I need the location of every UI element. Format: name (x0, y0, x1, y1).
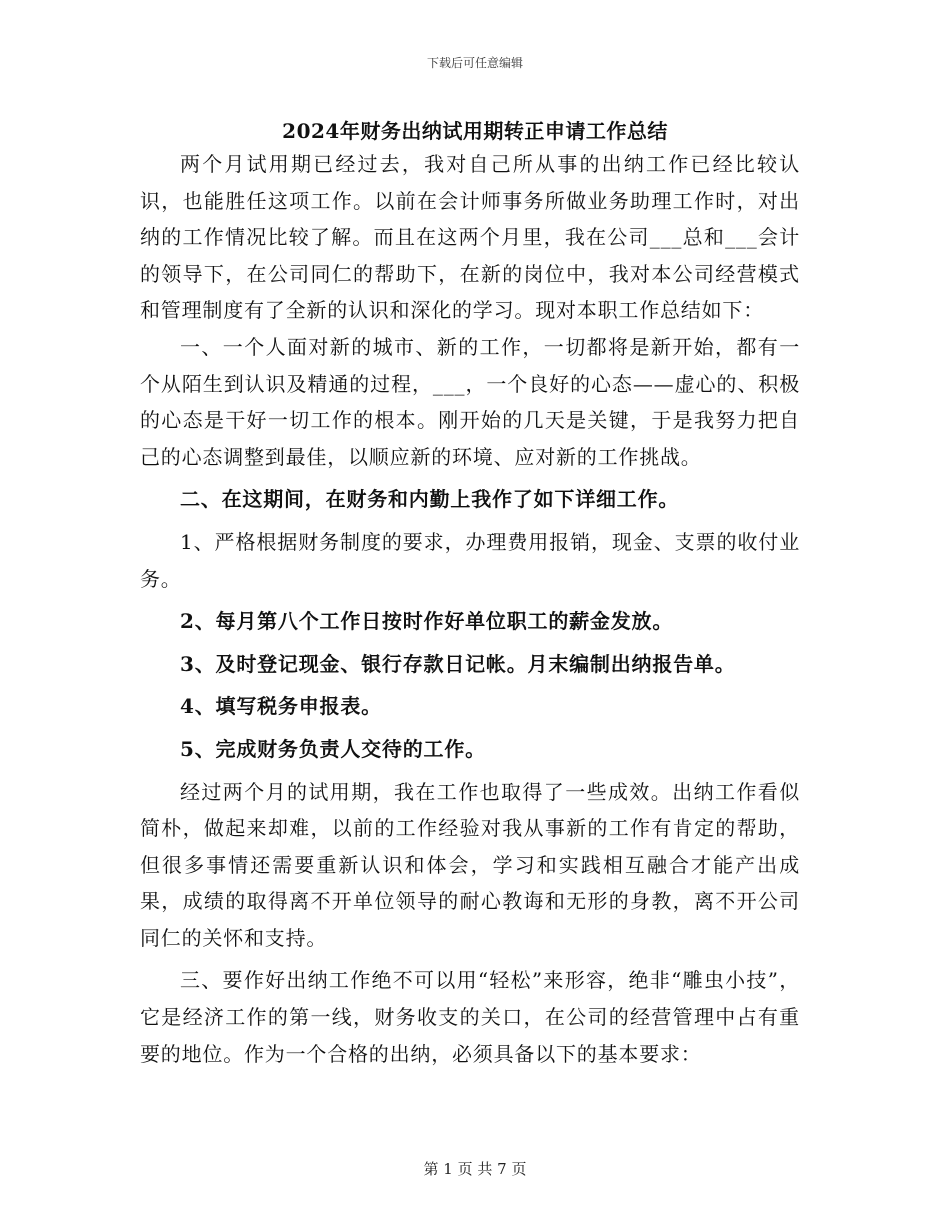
document-body (140, 146, 800, 1072)
page-number: 第 1 页 共 7 页 (423, 1160, 527, 1178)
list-item-4: 4、填写税务申报表。 (180, 694, 382, 719)
paragraph-results: 经过两个月的试用期，我在工作也取得了一些成效。出纳工作看似简朴，做起来却难，以前的工作经验对我从事新的工作有肯定的帮助，但很多事情还需要重新认识和体会，学习和实践相互融合才能产出成果，成绩的取得离不开单位领导的耐心教诲和无形的身教，离不开公司同仁的关怀和支持。 (140, 779, 800, 950)
list-item-2: 2、每月第八个工作日按时作好单位职工的薪金发放。 (180, 609, 674, 634)
paragraph-section-one: 一、一个人面对新的城市、新的工作，一切都将是新开始，都有一个从陌生到认识及精通的过程，___，一个良好的心态——虚心的、积极的心态是干好一切工作的根本。刚开始的几天是关键，于是我努力把自己的心态调整到最佳，以顺应新的环境、应对新的工作挑战。 (140, 334, 800, 469)
document-title: 2024年财务出纳试用期转正申请工作总结 (282, 119, 668, 143)
list-item-1: 1、严格根据财务制度的要求，办理费用报销，现金、支票的收付业务。 (140, 529, 800, 591)
paragraph-section-two-heading: 二、在这期间，在财务和内勤上我作了如下详细工作。 (180, 487, 680, 512)
paragraph-intro: 两个月试用期已经过去，我对自己所从事的出纳工作已经比较认识，也能胜任这项工作。以前在会计师事务所做业务助理工作时，对出纳的工作情况比较了解。而且在这两个月里，我在公司___总和___会计的领导下，在公司同仁的帮助下，在新的岗位中，我对本公司经营模式和管理制度有了全新的认识和深化的学习。现对本职工作总结如下： (140, 152, 800, 323)
list-item-5: 5、完成财务负责人交待的工作。 (180, 736, 486, 761)
list-item-3: 3、及时登记现金、银行存款日记帐。月末编制出纳报告单。 (180, 651, 736, 676)
header-note: 下载后可任意编辑 (426, 56, 523, 70)
paragraph-section-three: 三、要作好出纳工作绝不可以用“轻松”来形容，绝非“雕虫小技”，它是经济工作的第一线，财务收支的关口，在公司的经营管理中占有重要的地位。作为一个合格的出纳，必须具备以下的基本要求： (140, 968, 800, 1066)
